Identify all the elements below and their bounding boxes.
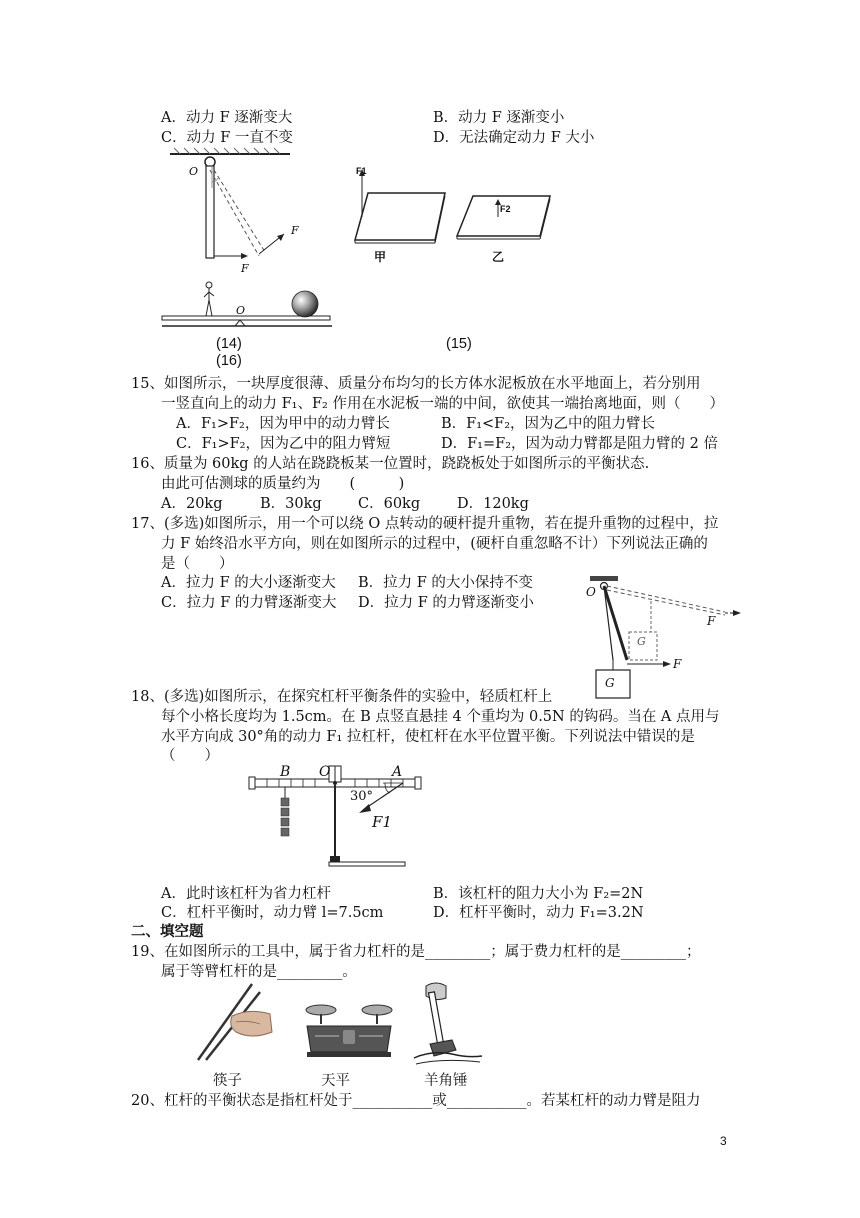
q18-stem-line2: 每个小格长度均为 1.5cm。在 B 点竖直悬挂 4 个重均为 0.5N 的钩码。当在 A 点用与 <box>161 709 720 725</box>
q16-option-b: B．30kg <box>260 496 322 512</box>
fig18-label-o: O <box>319 764 331 780</box>
fig18-label-b: B <box>280 764 291 780</box>
q16-option-c: C．60kg <box>358 496 421 512</box>
fig14-label-f-horizontal: F <box>241 262 249 275</box>
q18-option-a: A．此时该杠杆为省力杠杆 <box>161 886 331 902</box>
q16-stem-line1: 16、质量为 60kg 的人站在跷跷板某一位置时，跷跷板处于如图所示的平衡状态. <box>131 456 650 472</box>
section-title-fill-in: 二、填空题 <box>131 923 204 940</box>
q17-stem-line1: 17、(多选)如图所示，用一个可以绕 O 点转动的硬杆提升重物，若在提升重物的过程中，拉 <box>131 516 719 532</box>
claw-hammer-image <box>412 978 484 1066</box>
q14-option-c: C．动力 F 一直不变 <box>161 130 293 146</box>
q17-stem-line2: 力 F 始终沿水平方向，则在如图所示的过程中，(硬杆自重忽略不计）下列说法正确的 <box>161 536 708 552</box>
fig17-label-f: F <box>673 657 682 671</box>
q18-option-c: C．杠杆平衡时，动力臂 l=7.5cm <box>161 905 384 921</box>
fig17-label-o: O <box>586 585 596 599</box>
fig17-label-g: G <box>605 676 615 690</box>
tool-label-chopsticks: 筷子 <box>213 1073 242 1089</box>
fig17-label-g-dashed: G <box>637 635 646 648</box>
fig18-label-angle: 30° <box>350 789 374 804</box>
q16-option-a: A．20kg <box>161 496 223 512</box>
q14-option-d: D．无法确定动力 F 大小 <box>433 130 595 146</box>
q18-stem-line1: 18、(多选)如图所示，在探究杠杆平衡条件的实验中，轻质杠杆上 <box>131 689 553 705</box>
fig15-label-jia: 甲 <box>374 250 387 264</box>
tool-label-hammer: 羊角锤 <box>424 1073 468 1089</box>
q15-option-c: C．F₁>F₂，因为乙中的阻力臂短 <box>176 436 391 452</box>
fig15-label-yi: 乙 <box>492 250 505 264</box>
q17-option-a: A．拉力 F 的大小逐渐变大 <box>161 575 336 591</box>
caption-fig16: (16) <box>216 353 242 369</box>
caption-fig15: (15) <box>446 336 472 352</box>
q19-line1: 19、在如图所示的工具中，属于省力杠杆的是_________；属于费力杠杆的是_________； <box>131 944 701 960</box>
q15-option-b: B．F₁<F₂，因为乙中的阻力臂长 <box>441 416 656 432</box>
fig18-label-a: A <box>392 764 403 780</box>
balance-scale-image <box>303 988 395 1060</box>
q15-option-d: D．F₁=F₂，因为动力臂都是阻力臂的 2 倍 <box>441 436 718 452</box>
q14-option-b: B．动力 F 逐渐变小 <box>433 110 565 126</box>
q16-option-d: D．120kg <box>457 496 529 512</box>
q16-stem-line2: 由此可估测球的质量约为 ( ) <box>161 476 405 492</box>
q17-stem-line3: 是（ ） <box>161 556 234 572</box>
chopsticks-image <box>190 978 275 1063</box>
q15-option-a: A．F₁>F₂，因为甲中的动力臂长 <box>176 416 390 432</box>
q18-stem-line3: 水平方向成 30°角的动力 F₁ 拉杠杆，使杠杆在水平位置平衡。下列说法中错误的是 <box>161 729 695 745</box>
fig15-label-f1: F1 <box>356 166 367 176</box>
q15-stem-line2: 一竖直向上的动力 F₁、F₂ 作用在水泥板一端的中间，欲使其一端抬离地面，则（ ） <box>161 396 724 412</box>
q19-line2: 属于等臂杠杆的是_________。 <box>161 964 357 980</box>
q17-option-d: D．拉力 F 的力臂逐渐变小 <box>358 595 534 611</box>
q14-option-a: A．动力 F 逐渐变大 <box>161 110 293 126</box>
q15-stem-line1: 15、如图所示，一块厚度很薄、质量分布均匀的长方体水泥板放在水平地面上，若分别用 <box>131 376 701 392</box>
fig15-label-f2: F2 <box>500 204 511 214</box>
q17-option-b: B．拉力 F 的大小保持不变 <box>358 575 533 591</box>
q18-stem-line4: （ ） <box>161 748 219 764</box>
fig17-label-f-dashed: F <box>707 614 716 628</box>
figure-14 <box>160 148 300 278</box>
q18-option-d: D．杠杆平衡时，动力 F₁=3.2N <box>433 905 644 921</box>
q17-option-c: C．拉力 F 的力臂逐渐变大 <box>161 595 337 611</box>
q18-option-b: B．该杠杆的阻力大小为 F₂=2N <box>433 886 644 902</box>
page-number: 3 <box>720 1134 727 1148</box>
caption-fig14: (14) <box>216 336 242 352</box>
q20-line1: 20、杠杆的平衡状态是指杠杆处于___________或___________。若某杠杆的动力臂是阻力 <box>131 1093 701 1109</box>
figure-16 <box>160 280 340 335</box>
fig14-label-f-slanted: F <box>291 224 299 237</box>
fig16-label-o: O <box>236 304 246 317</box>
fig14-label-o: O <box>189 165 199 178</box>
tool-label-balance: 天平 <box>321 1073 350 1089</box>
fig18-label-f1: F1 <box>372 813 392 831</box>
